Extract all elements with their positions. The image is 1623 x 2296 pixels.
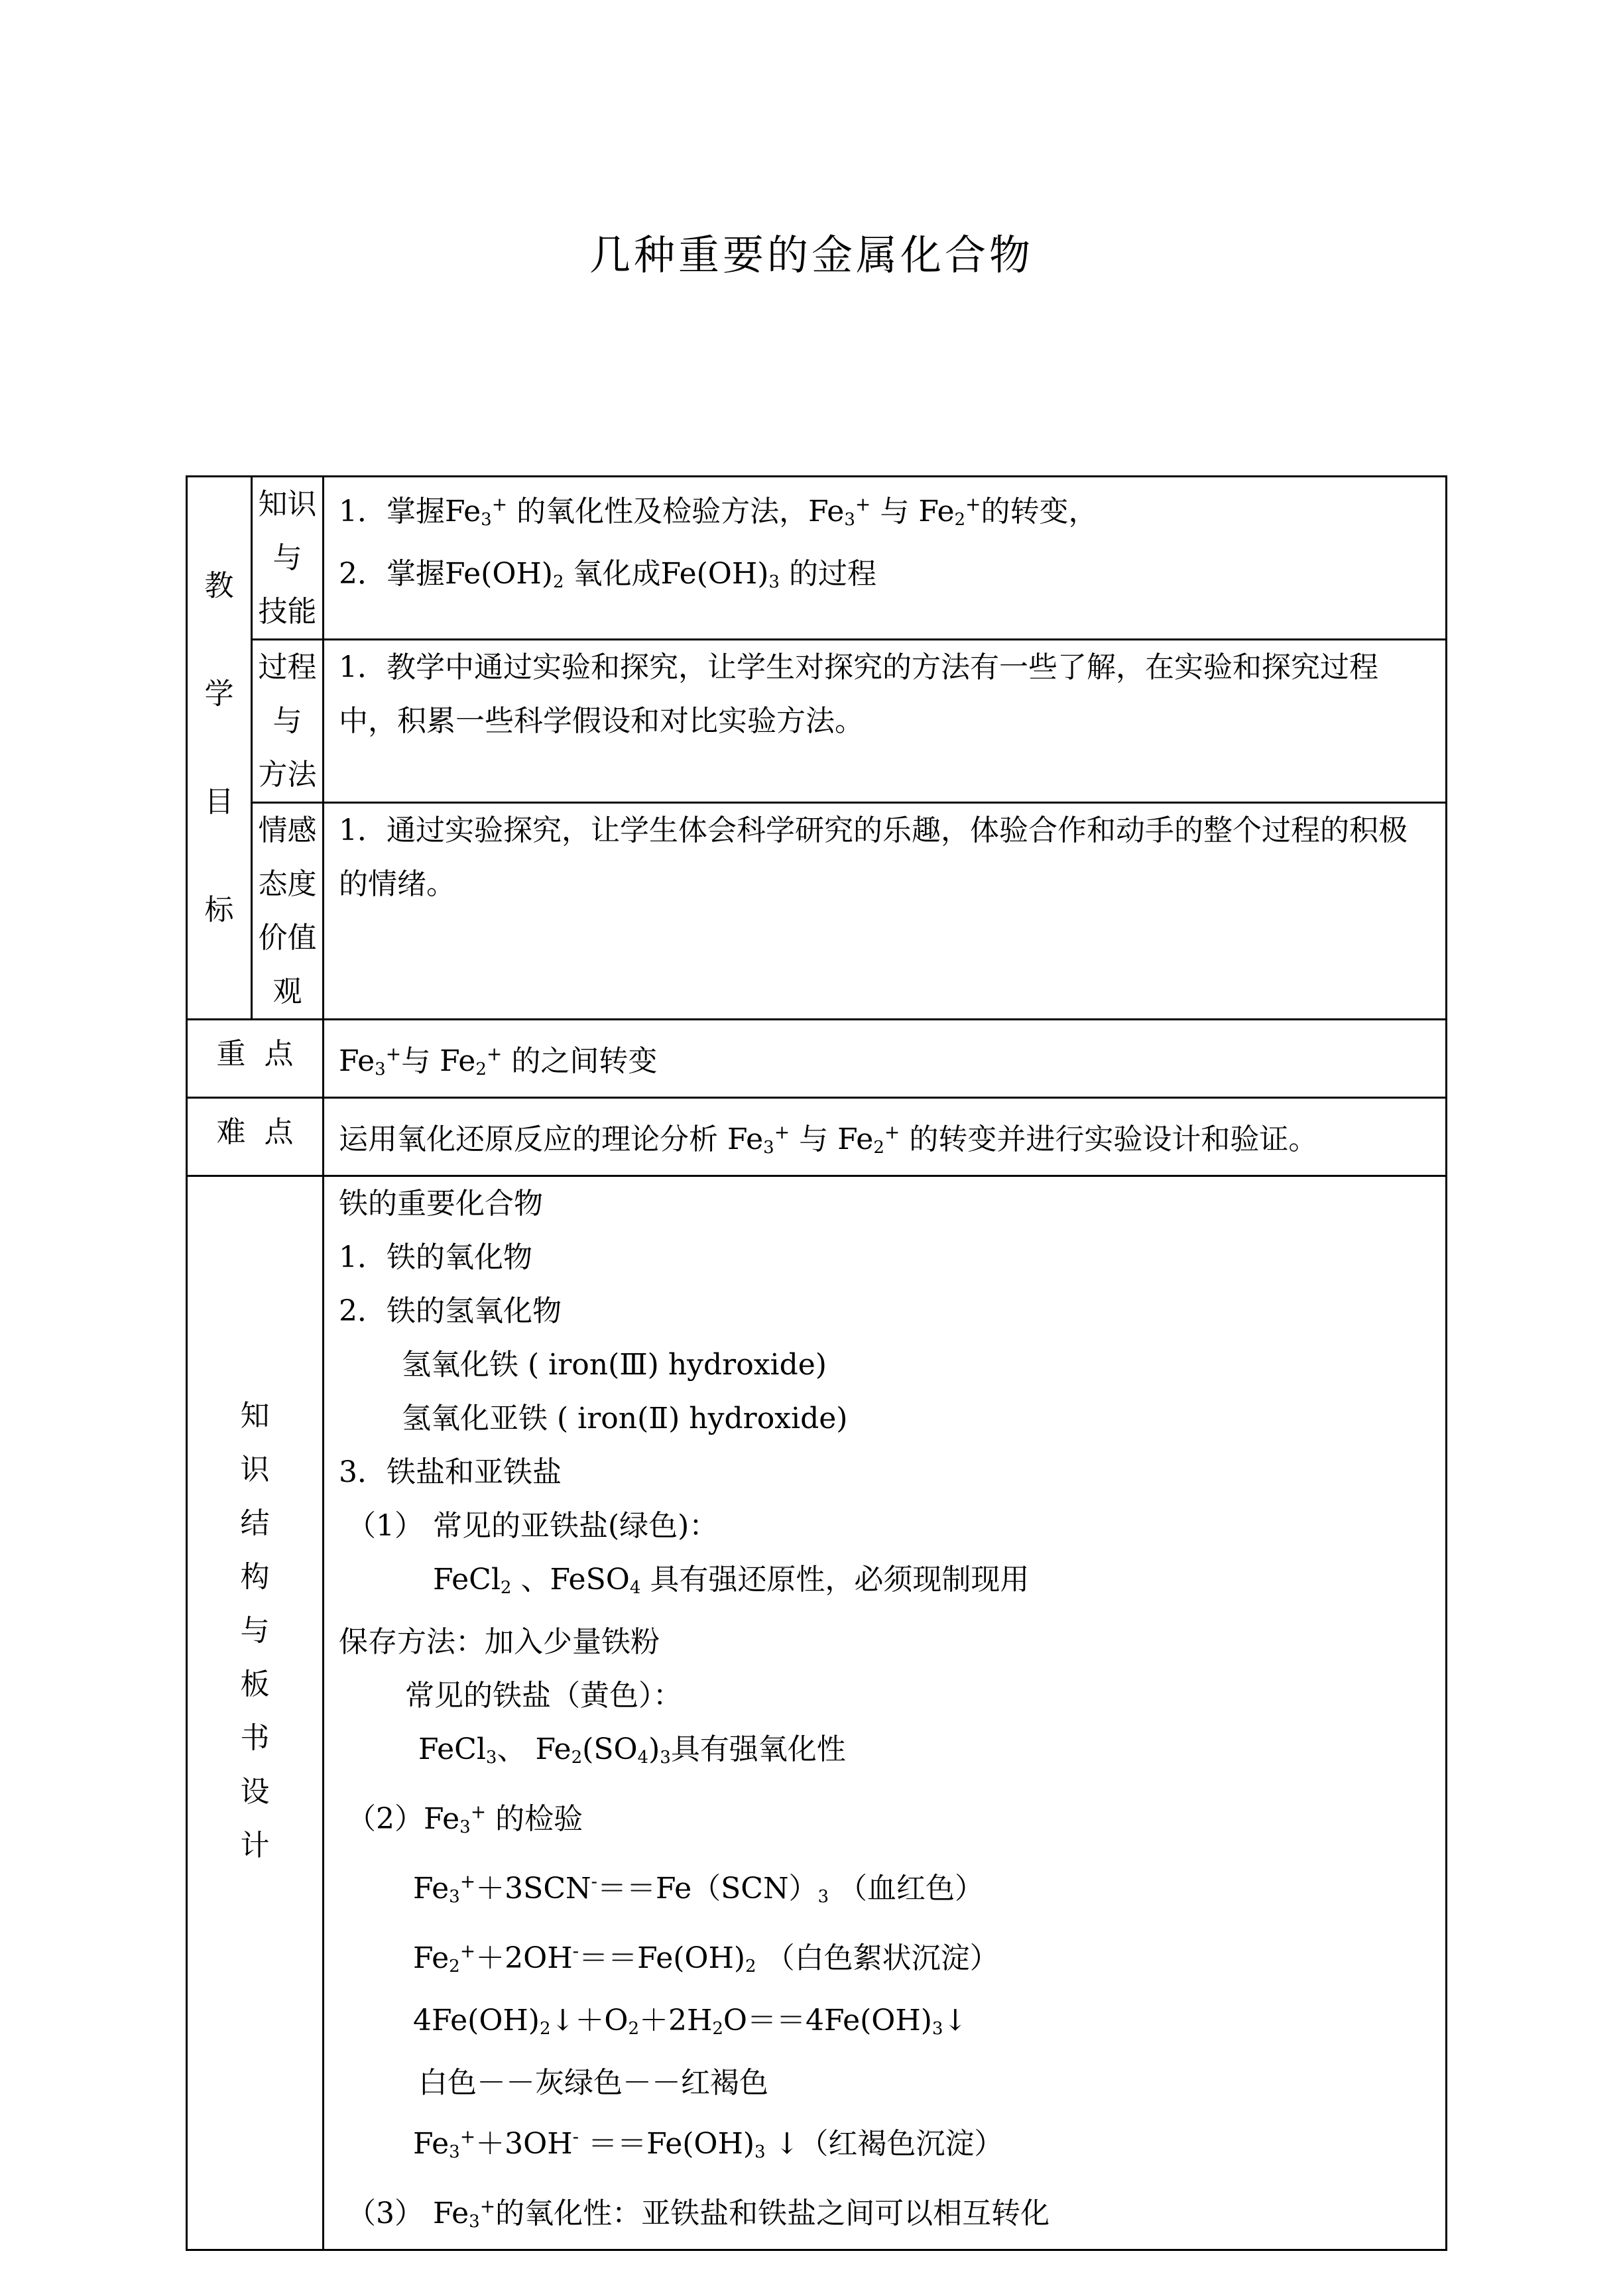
key-point-label: 重 点 <box>187 1020 324 1098</box>
knowledge-label <box>252 477 324 640</box>
emotion-label-line: 态度 <box>258 867 317 901</box>
structure-line: 3．铁盐和亚铁盐 <box>339 1455 562 1489</box>
process-label-line: 与 <box>272 704 302 738</box>
structure-line: 铁的重要化合物 <box>339 1187 543 1221</box>
objectives-char: 学 <box>204 677 234 711</box>
difficulty-text: 运用氧化还原反应的理论分析 $Fe_3^+$ 与 $Fe_2^+$ 的转变并进行实验设计和验证。 <box>339 1121 1318 1158</box>
emotion-content <box>324 803 1447 1020</box>
structure-line: 氢氧化铁 ( iron(Ⅲ) hydroxide) <box>402 1348 827 1382</box>
structure-char: 构 <box>240 1560 270 1594</box>
emotion-label <box>252 803 324 1020</box>
objectives-char: 目 <box>204 785 234 819</box>
emotion-text: 1．通过实验探究，让学生体会科学研究的乐趣，体验合作和动手的整个过程的积极的情绪。 <box>339 814 1408 901</box>
lesson-plan-table <box>186 475 1447 2251</box>
structure-line: FeCl$_3$、 $Fe_2(SO_4)_3$具有强氧化性 <box>418 1732 846 1768</box>
structure-label <box>187 1176 324 2250</box>
structure-line: $4Fe(OH)_2↓+O_2+2H_2O==4Fe(OH)_3↓$ <box>413 2004 968 2039</box>
structure-char: 计 <box>240 1829 270 1862</box>
structure-line: $Fe_2^++2OH^-==Fe(OH)_2$ （白色絮状沉淀） <box>413 1940 999 1976</box>
structure-line: （1） 常见的亚铁盐(绿色)： <box>347 1509 719 1543</box>
structure-line: $Fe_3^++3SCN^-==Fe(SCN)_3$ （血红色） <box>413 1870 984 1907</box>
structure-line: $(2)Fe_3^+$ 的检验 <box>347 1801 583 1837</box>
emotion-label-line: 情感 <box>258 814 317 847</box>
structure-char: 结 <box>240 1506 270 1540</box>
process-text: 1．教学中通过实验和探究，让学生对探究的方法有一些了解，在实验和探究过程中，积累一些科学假设和对比实验方法。 <box>339 650 1378 738</box>
knowledge-line-1: 1．掌握$Fe_3^+$ 的氧化性及检验方法，$Fe_3^+$ 与 $Fe_2^+$的转变， <box>339 493 1098 530</box>
structure-char: 书 <box>240 1721 270 1755</box>
structure-line: 保存方法：加入少量铁粉 <box>339 1625 660 1659</box>
knowledge-content <box>324 477 1447 640</box>
objectives-char: 标 <box>204 893 234 927</box>
structure-char: 识 <box>240 1453 270 1486</box>
structure-line: 1．铁的氧化物 <box>339 1240 532 1274</box>
process-label <box>252 640 324 803</box>
structure-line: $Fe_3^++3OH^- ==Fe(OH)_3$ ↓（红褐色沉淀） <box>413 2126 1004 2162</box>
structure-char: 设 <box>240 1775 270 1809</box>
difficulty-content <box>324 1098 1447 1176</box>
difficulty-label: 难 点 <box>187 1098 324 1176</box>
structure-line: 2．铁的氢氧化物 <box>339 1294 562 1328</box>
key-point-content <box>324 1020 1447 1098</box>
structure-char: 知 <box>240 1399 270 1433</box>
structure-line: （3） $Fe_3^+$的氧化性：亚铁盐和铁盐之间可以相互转化 <box>347 2195 1050 2232</box>
structure-char: 板 <box>240 1667 270 1701</box>
emotion-label-line: 价值观 <box>258 921 317 1008</box>
key-point-text: $Fe_3^+$与 $Fe_2^+$ 的之间转变 <box>339 1043 658 1079</box>
structure-content <box>324 1176 1447 2250</box>
structure-line: 白色－－灰绿色－－红褐色 <box>418 2066 768 2100</box>
structure-line: 氢氧化亚铁 ( iron(Ⅱ) hydroxide) <box>402 1402 848 1435</box>
structure-line: FeCl$_2$ 、FeSO$_4$ 具有强还原性，必须现制现用 <box>433 1563 1030 1598</box>
knowledge-label-line: 知识 <box>258 487 317 521</box>
structure-line: 常见的铁盐（黄色）： <box>405 1679 682 1713</box>
structure-char: 与 <box>240 1614 270 1648</box>
knowledge-label-line: 与 <box>272 541 302 575</box>
knowledge-line-2: 2．掌握$Fe(OH)_2$ 氧化成$Fe(OH)_3$ 的过程 <box>339 557 876 592</box>
knowledge-label-line: 技能 <box>258 595 317 629</box>
process-content <box>324 640 1447 803</box>
process-label-line: 过程 <box>258 650 317 684</box>
objectives-label <box>187 477 252 1020</box>
page-title: 几种重要的金属化合物 <box>589 231 1034 279</box>
objectives-char: 教 <box>204 569 234 603</box>
process-label-line: 方法 <box>258 758 317 792</box>
